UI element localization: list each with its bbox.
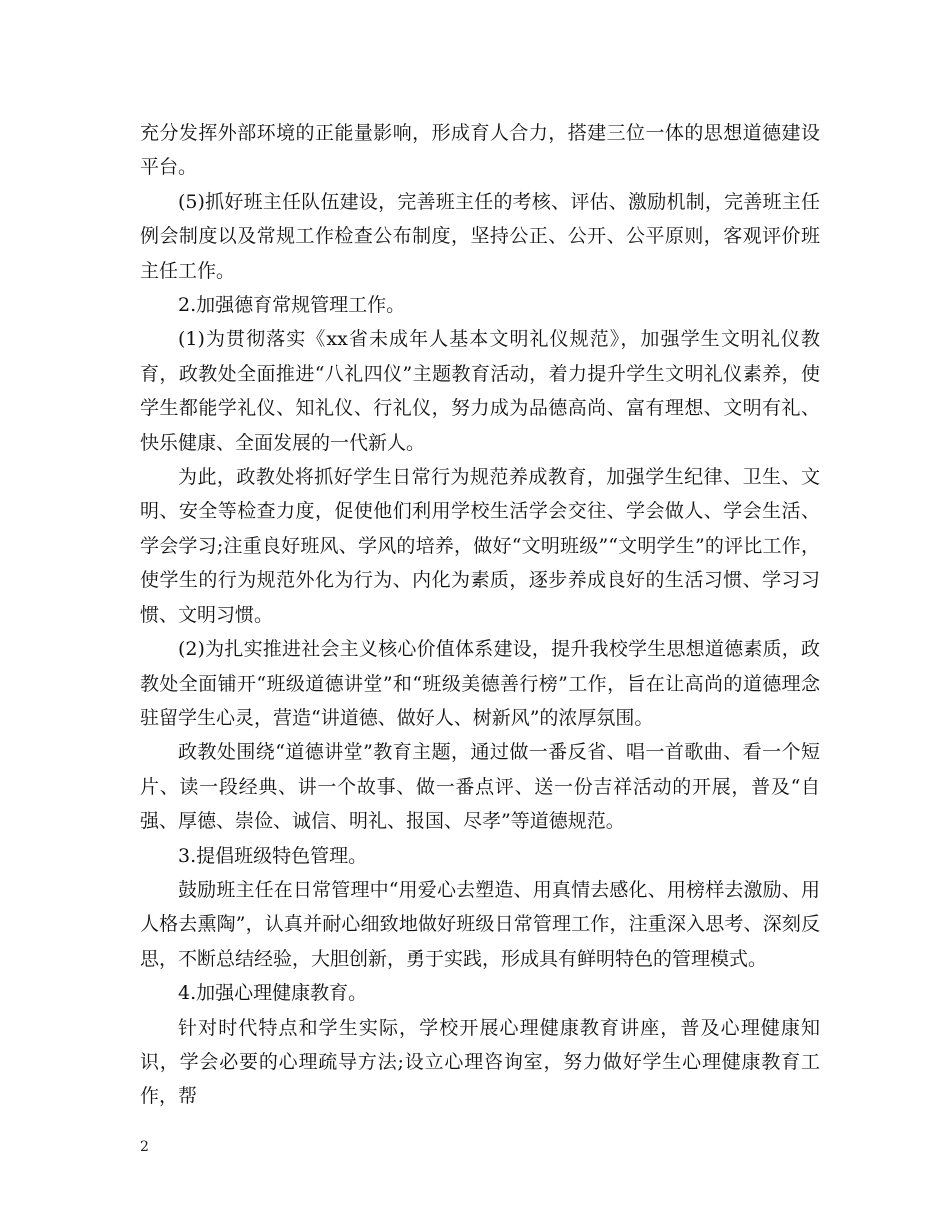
page-number: 2	[140, 1139, 149, 1155]
paragraph-7: 鼓励班主任在日常管理中“用爱心去塑造、用真情去感化、用榜样去激励、用人格去熏陶”，认真并耐心细致地做好班级日常管理工作，注重深入思考、深刻反思，不断总结经验，大胆创新，勇于实践，形成具有鲜明特色的管理模式。	[140, 878, 820, 970]
paragraph-2: (5)抓好班主任队伍建设，完善班主任的考核、评估、激励机制，完善班主任例会制度以及常规工作检查公布制度，坚持公正、公开、公平原则，客观评价班主任工作。	[140, 190, 820, 282]
paragraph-5: (2)为扎实推进社会主义核心价值体系建设，提升我校学生思想道德素质，政教处全面铺开“班级道德讲堂”和“班级美德善行榜”工作，旨在让高尚的道德理念驻留学生心灵，营造“讲道德、做好人、树新风”的浓厚氛围。	[140, 638, 820, 729]
section-heading-2: 2.加强德育常规管理工作。	[178, 294, 406, 317]
document-body	[140, 116, 820, 1114]
paragraph-1: 充分发挥外部环境的正能量影响，形成育人合力，搭建三位一体的思想道德建设平台。	[140, 122, 820, 179]
paragraph-8: 针对时代特点和学生实际，学校开展心理健康教育讲座，普及心理健康知识，学会必要的心理疏导方法;设立心理咨询室，努力做好学生心理健康教育工作，帮	[140, 1016, 820, 1108]
paragraph-3: (1)为贯彻落实《xx省未成年人基本文明礼仪规范》，加强学生文明礼仪教育，政教处全面推进“八礼四仪”主题教育活动，着力提升学生文明礼仪素养，使学生都能学礼仪、知礼仪、行礼仪，努力成为品德高尚、富有理想、文明有礼、快乐健康、全面发展的一代新人。	[140, 328, 820, 454]
paragraph-6: 政教处围绕“道德讲堂”教育主题，通过做一番反省、唱一首歌曲、看一个短片、读一段经典、讲一个故事、做一番点评、送一份吉祥活动的开展，普及“自强、厚德、崇俭、诚信、明礼、报国、尽孝”等道德规范。	[140, 741, 820, 833]
paragraph-4: 为此，政教处将抓好学生日常行为规范养成教育，加强学生纪律、卫生、文明、安全等检查力度，促使他们利用学校生活学会交往、学会做人、学会生活、学会学习;注重良好班风、学风的培养，做好“文明班级”“文明学生”的评比工作，使学生的行为规范外化为行为、内化为素质，逐步养成良好的生活习惯、学习习惯、文明习惯。	[140, 466, 820, 626]
section-heading-4: 4.加强心理健康教育。	[178, 982, 368, 1005]
section-heading-3: 3.提倡班级特色管理。	[178, 844, 368, 867]
